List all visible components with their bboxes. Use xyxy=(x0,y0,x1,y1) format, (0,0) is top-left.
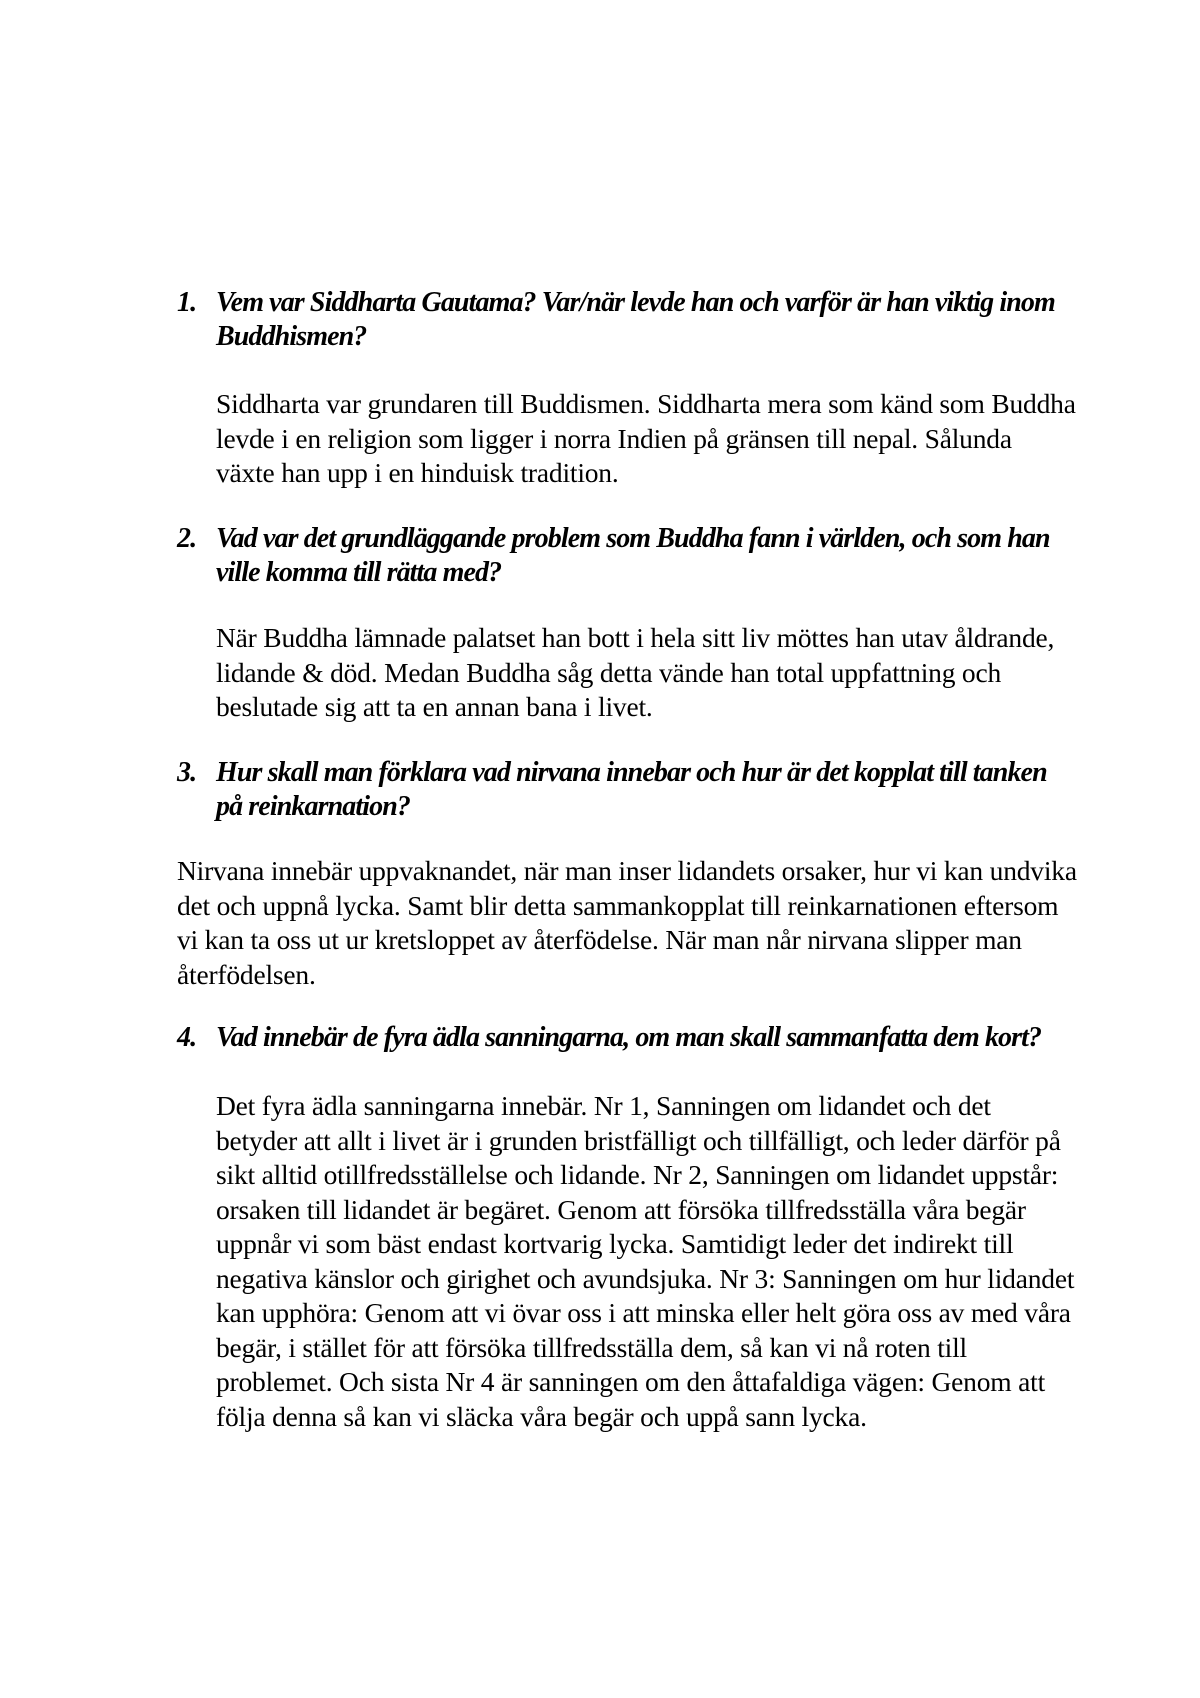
question-text: Vad innebär de fyra ädla sanningarna, om man skall sammanfatta dem kort? xyxy=(216,1022,1042,1053)
answer-text: När Buddha lämnade palatset han bott i hela sitt liv möttes han utav åldrande, lidande & död. Medan Buddha såg detta vände han total uppfattning och beslutade sig att ta en annan bana i livet. xyxy=(216,622,1055,722)
question-number: 2. xyxy=(177,523,197,554)
question-item-2 xyxy=(0,522,1200,725)
question-heading xyxy=(0,1021,1076,1055)
question-heading xyxy=(0,522,1076,590)
question-number: 3. xyxy=(177,757,197,788)
question-text: Vem var Siddharta Gautama? Var/när levde han och varför är han viktig inom Buddhismen? xyxy=(216,287,1055,352)
question-item-4 xyxy=(0,1021,1200,1434)
question-text: Vad var det grundläggande problem som Buddha fann i världen, och som han ville komma till rätta med? xyxy=(216,523,1050,588)
question-item-1 xyxy=(0,286,1200,491)
answer-text: Siddharta var grundaren till Buddismen. Siddharta mera som känd som Buddha levde i en religion som ligger i norra Indien på gränsen till nepal. Sålunda växte han upp i en hinduisk tradition. xyxy=(216,388,1076,488)
question-number: 1. xyxy=(177,287,197,318)
question-number: 4. xyxy=(177,1022,197,1053)
question-heading xyxy=(0,756,1076,824)
question-heading xyxy=(0,286,1076,354)
answer-text: Det fyra ädla sanningarna innebär. Nr 1, Sanningen om lidandet och det betyder att allt i livet är i grunden bristfälligt och tillfälligt, och leder därför på sikt alltid otillfredsställelse och lidande. Nr 2, Sanningen om lidandet uppstår: orsaken till lidandet är begäret. Genom att försöka tillfredsställa våra begär uppnår vi som bäst endast kortvarig lycka. Samtidigt leder det indirekt till negativa känslor och girighet och avundsjuka. Nr 3: Sanningen om hur lidandet kan upphöra: Genom att vi övar oss i att minska eller helt göra oss av med våra begär, i stället för att försöka tillfredsställa dem, så kan vi nå roten till problemet. Och sista Nr 4 är sanningen om den åttafaldiga vägen: Genom att följa denna så kan vi släcka våra begär och uppå sann lycka. xyxy=(216,1090,1075,1432)
question-item-3 xyxy=(0,756,1200,992)
answer-text: Nirvana innebär uppvaknandet, när man inser lidandets orsaker, hur vi kan undvika det och uppnå lycka. Samt blir detta sammankopplat till reinkarnationen eftersom vi kan ta oss ut ur kretsloppet av återfödelse. När man når nirvana slipper man återfödelsen. xyxy=(177,855,1077,990)
question-text: Hur skall man förklara vad nirvana innebar och hur är det kopplat till tanken på reinkarnation? xyxy=(216,757,1047,822)
